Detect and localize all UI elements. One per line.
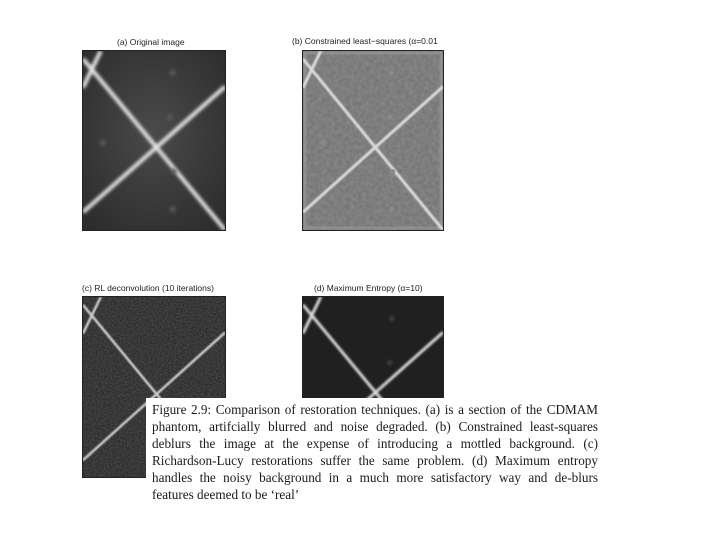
- panel-c-label: (c) RL deconvolution (10 iterations): [82, 283, 214, 293]
- panel-d-image: [302, 296, 444, 406]
- figure-caption: Figure 2.9: Comparison of restoration techniques. (a) is a section of the CDMAM phantom, artifcially blurred and noise degraded. (b) Constrained least-squares deblurs the image at the expense of introducing a mottled background. (c) Richardson-Lucy restorations suffer the same problem. (d) Maximum entropy handles the noisy background in a much more satisfactory way and de-blurs features deemed to be ‘real’: [146, 398, 602, 507]
- panel-d-label: (d) Maximum Entropy (α=10): [314, 283, 423, 293]
- panel-a-label: (a) Original image: [117, 37, 185, 47]
- panel-b-image: [302, 50, 444, 231]
- panel-a-image: [82, 50, 226, 231]
- panel-b-label: (b) Constrained least−squares (α=0.01: [292, 36, 438, 46]
